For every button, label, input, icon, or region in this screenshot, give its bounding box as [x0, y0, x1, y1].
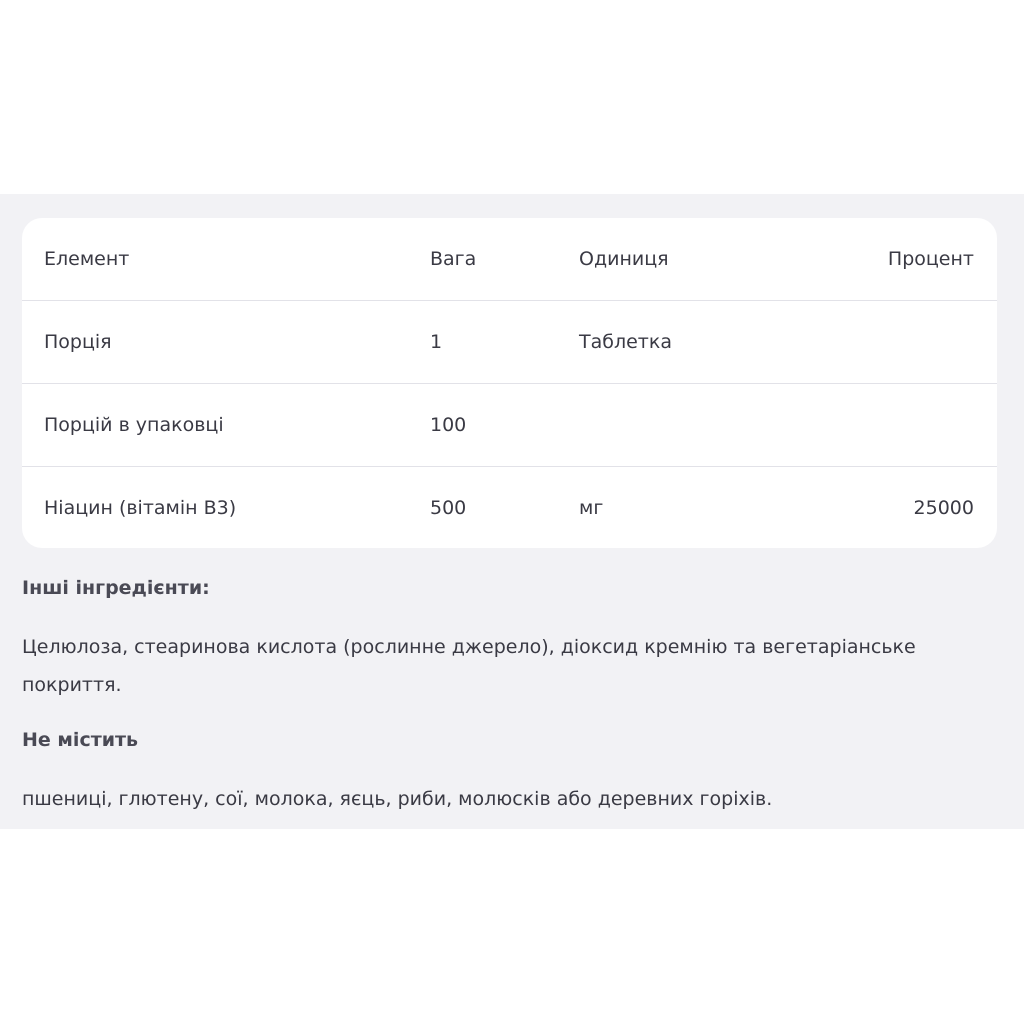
table-row [22, 467, 997, 548]
cell-weight: 100 [430, 414, 467, 436]
nutrition-table [22, 218, 997, 548]
cell-unit: Таблетка [579, 331, 672, 353]
table-row [22, 301, 997, 384]
cell-percent: 25000 [913, 497, 974, 519]
free-from-title: Не містить [22, 729, 139, 751]
header-element: Елемент [44, 248, 130, 270]
other-ingredients-text: Целюлоза, стеаринова кислота (рослинне джерело), діоксид кремнію та вегетаріанське покриття. [22, 636, 916, 696]
table-row [22, 384, 997, 467]
header-unit: Одиниця [579, 248, 669, 270]
table-header-row [22, 218, 997, 301]
free-from-text: пшениці, глютену, сої, молока, яєць, риби, молюсків або деревних горіхів. [22, 788, 773, 810]
cell-element: Порцій в упаковці [44, 414, 224, 436]
header-weight: Вага [430, 248, 477, 270]
header-percent: Процент [887, 248, 974, 270]
cell-weight: 1 [430, 331, 443, 353]
cell-element: Порція [44, 331, 112, 353]
content-section [0, 194, 1024, 829]
other-ingredients-title: Інші інгредієнти: [22, 577, 210, 599]
cell-unit: мг [579, 497, 604, 519]
cell-element: Ніацин (вітамін В3) [44, 497, 237, 519]
cell-weight: 500 [430, 497, 467, 519]
